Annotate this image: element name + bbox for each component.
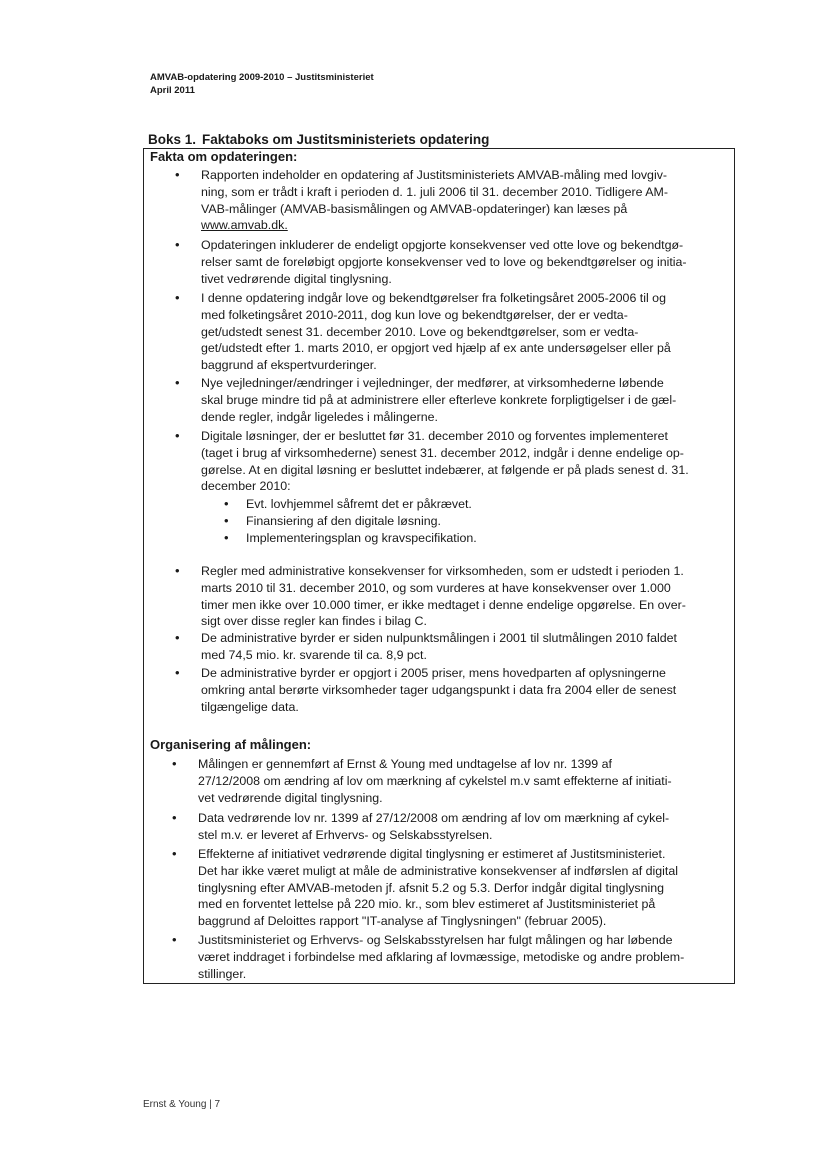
section-title-facts: Fakta om opdateringen:	[150, 149, 298, 164]
fact-item: Rapporten indeholder en opdatering af Justitsministeriets AMVAB-måling med lovgiv- ning, som er trådt i kraft i perioden d. 1. juli 2006 til 31. december 2010. Tidligere AM- VAB-målinger (AMVAB-basismålingen og AMVAB-opdateringer) kan læses på www.amvab.dk.	[201, 168, 668, 233]
bullet-icon: •	[175, 665, 180, 680]
bullet-icon: •	[224, 496, 229, 511]
page-footer: Ernst & Young | 7	[143, 1099, 221, 1110]
fact-item: Nye vejledninger/ændringer i vejledninger, der medfører, at virksomhederne løbende skal bruge mindre tid på at administrere eller efterleve konkrete forpligtigelser i de gæl- dende regler, indgår ligeledes i målingerne.	[201, 376, 677, 424]
bullet-icon: •	[172, 756, 177, 771]
box-heading	[148, 132, 489, 149]
bullet-icon: •	[175, 428, 180, 443]
bullet-icon: •	[175, 290, 180, 305]
fact-item: Regler med administrative konsekvenser for virksomheden, som er udstedt i perioden 1. marts 2010 til 31. december 2010, og som vurderes at have konsekvenser over 1.000 timer men ikke over 10.000 timer, er ikke medtaget i denne endelige opgørelse. En over- sigt over disse regler kan findes i bilag C.	[201, 564, 686, 629]
fact-item: Digitale løsninger, der er besluttet før 31. december 2010 og forventes implementeret (taget i brug af virksomhederne) senest 31. december 2012, indgår i denne endelige op- gørelse. At en digital løsning er besluttet indebærer, at følgende er på plads senest d. 31. december 2010:	[201, 429, 689, 494]
bullet-icon: •	[224, 513, 229, 528]
box-title: Faktaboks om Justitsministeriets opdatering	[202, 132, 490, 147]
organisation-item: Justitsministeriet og Erhvervs- og Selskabsstyrelsen har fulgt målingen og har løbende været inddraget i forbindelse med afklaring af lovmæssige, metodiske og andre problem- stillinger.	[198, 933, 685, 981]
bullet-icon: •	[175, 237, 180, 252]
header-title: AMVAB-opdatering 2009-2010 – Justitsministeriet	[150, 72, 374, 83]
bullet-icon: •	[172, 932, 177, 947]
sub-item: Evt. lovhjemmel såfremt det er påkrævet.	[246, 497, 472, 511]
bullet-icon: •	[175, 167, 180, 182]
fact-item: De administrative byrder er siden nulpunktsmålingen i 2001 til slutmålingen 2010 faldet med 74,5 mio. kr. svarende til ca. 8,9 pct.	[201, 631, 677, 662]
fact-item: De administrative byrder er opgjort i 2005 priser, mens hovedparten af oplysningerne omkring antal berørte virksomheder tager udgangspunkt i data fra 2004 eller de senest tilgængelige data.	[201, 666, 677, 714]
sub-item: Finansiering af den digitale løsning.	[246, 514, 441, 528]
bullet-icon: •	[224, 530, 229, 545]
amvab-link[interactable]: www.amvab.dk.	[201, 218, 288, 233]
page-header	[150, 71, 374, 97]
section-title-organisation: Organisering af målingen:	[150, 737, 312, 752]
fact-item: Opdateringen inkluderer de endeligt opgjorte konsekvenser ved otte love og bekendtgø- relser samt de foreløbigt opgjorte konsekvenser ved to love og bekendtgørelser og initia- tivet vedrørende digital tinglysning.	[201, 238, 687, 286]
box-number: Boks 1.	[148, 132, 197, 147]
organisation-item: Målingen er gennemført af Ernst & Young med undtagelse af lov nr. 1399 af 27/12/2008 om ændring af lov om mærkning af cykelstel m.v samt effekterne af initiati- vet vedrørende digital tinglysning.	[198, 757, 672, 805]
bullet-icon: •	[175, 630, 180, 645]
header-date: April 2011	[150, 85, 195, 96]
bullet-icon: •	[175, 375, 180, 390]
fact-item: I denne opdatering indgår love og bekendtgørelser fra folketingsåret 2005-2006 til og med folketingsåret 2010-2011, dog kun love og bekendtgørelser, der er vedta- get/udstedt senest 31. december 2010. Love og bekendtgørelser, som er vedta- get/udstedt efter 1. marts 2010, er opgjort ved hjælp af ex ante undersøgelser eller på baggrund af ekspertvurderinger.	[201, 291, 671, 373]
sub-item: Implementeringsplan og kravspecifikation.	[246, 531, 477, 545]
organisation-item: Data vedrørende lov nr. 1399 af 27/12/2008 om ændring af lov om mærkning af cykel- stel m.v. er leveret af Erhvervs- og Selskabsstyrelsen.	[198, 811, 670, 842]
bullet-icon: •	[175, 563, 180, 578]
bullet-icon: •	[172, 810, 177, 825]
bullet-icon: •	[172, 846, 177, 861]
organisation-item: Effekterne af initiativet vedrørende digital tinglysning er estimeret af Justitsministeriet. Det har ikke været muligt at måle de administrative konsekvenser af indførslen af digital tinglysning efter AMVAB-metoden jf. afsnit 5.2 og 5.3. Derfor indgår digital tinglysning med en forventet lettelse på 220 mio. kr., som blev estimeret af Justitsministeriet på baggrund af Deloittes rapport "IT-analyse af Tinglysningen" (februar 2005).	[198, 847, 679, 929]
